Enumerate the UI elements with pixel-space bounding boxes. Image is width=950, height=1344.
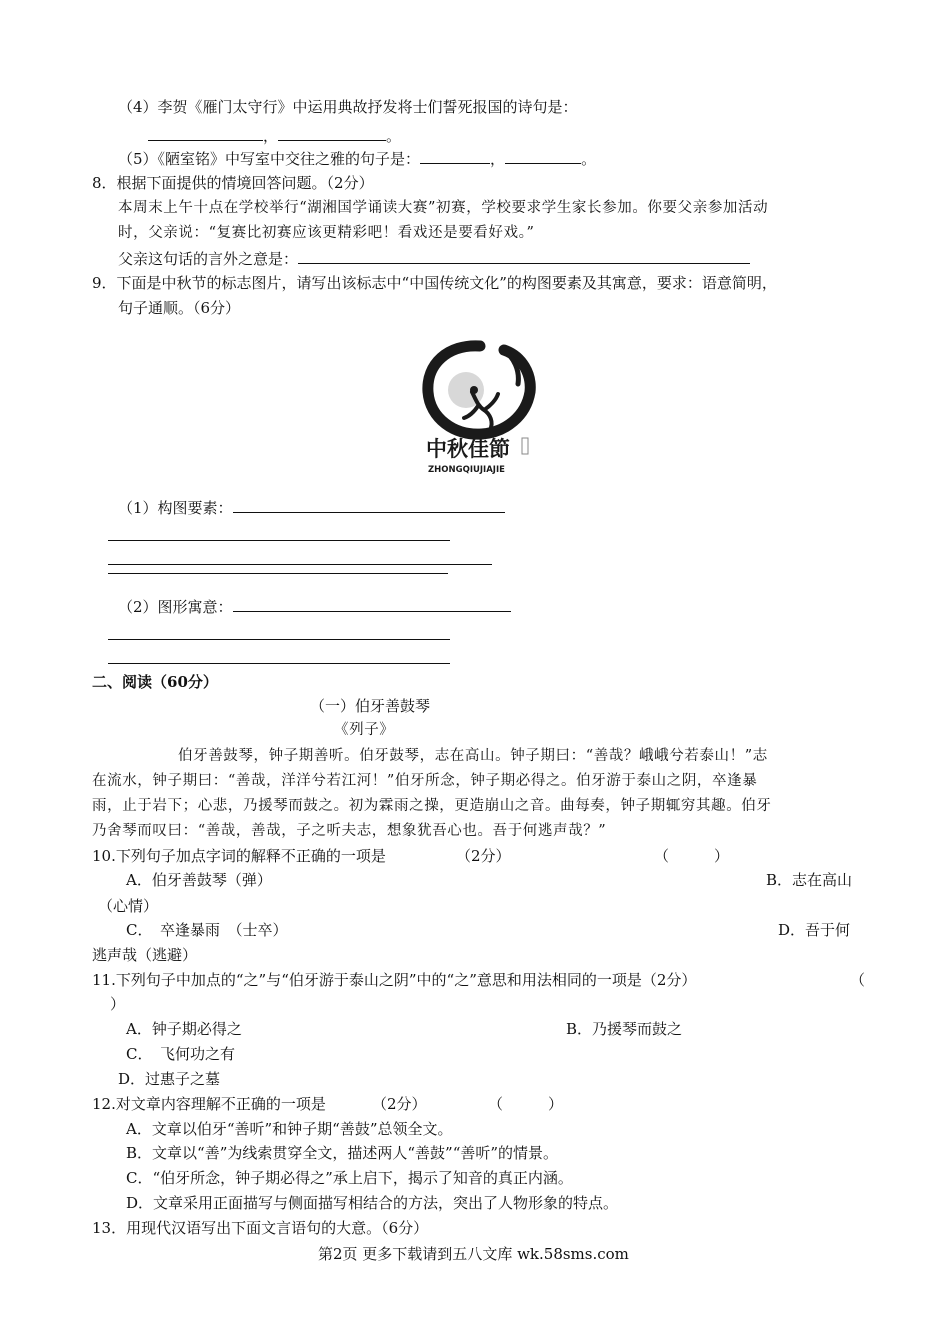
passage-line: 在流水，钟子期曰：“善哉，洋洋兮若江河！”伯牙所念，钟子期必得之。伯牙游于泰山之阴，卒逢暴 (92, 773, 758, 789)
q8-title: 8．根据下面提供的情境回答问题。（2分） (92, 174, 374, 192)
section-title: 二、阅读（60分） (92, 673, 218, 691)
q7-item4-answer-line: ， 。 (148, 125, 401, 146)
passage-source: 《列子》 (334, 722, 395, 738)
q11-paren-open[interactable]: （ (850, 971, 866, 989)
q12-stem: 12.对文章内容理解不正确的一项是 (92, 1095, 326, 1113)
q12-answer-paren[interactable]: （ ） (488, 1095, 564, 1113)
q10-option-a[interactable]: A．伯牙善鼓琴（弹） (126, 871, 272, 889)
q12-option-b[interactable]: B．文章以“善”为线索贯穿全文，描述两人“善鼓”“善听”的情景。 (126, 1144, 559, 1162)
mid-autumn-logo (418, 340, 542, 480)
answer-blank[interactable] (505, 148, 581, 164)
q12-option-c[interactable]: C．“伯牙所念，钟子期必得之”承上启下，揭示了知音的真正内涵。 (126, 1169, 573, 1187)
answer-line[interactable] (108, 564, 492, 565)
q10-score: （2分） (456, 847, 511, 865)
passage-title: （一）伯牙善鼓琴 (310, 697, 431, 715)
q11-paren-close[interactable]: ） (110, 995, 126, 1013)
q9-stem-line1: 9．下面是中秋节的标志图片，请写出该标志中“中国传统文化”的构图要素及其寓意，要求：语意简明， (92, 274, 777, 292)
answer-line[interactable] (108, 663, 450, 664)
q10-option-c[interactable]: C． 卒逢暴雨 （士卒） (126, 921, 288, 939)
q8-prompt: 父亲这句话的言外之意是： (118, 248, 750, 269)
logo-pinyin: ZHONGQIUJIAJIE (428, 465, 505, 475)
passage-line: 伯牙善鼓琴，钟子期善听。伯牙鼓琴，志在高山。钟子期曰：“善哉？峨峨兮若泰山！”志 (178, 748, 768, 764)
q12-option-d[interactable]: D．文章采用正面描写与侧面描写相结合的方法，突出了人物形象的特点。 (126, 1194, 619, 1212)
answer-blank[interactable] (233, 497, 505, 513)
passage-line: 乃舍琴而叹曰：“善哉，善哉，子之听夫志，想象犹吾心也。吾于何逃声哉？” (92, 823, 607, 839)
q10-option-d[interactable]: D．吾于何 (778, 921, 851, 939)
q10-option-b[interactable]: B．志在高山 (766, 871, 853, 889)
answer-blank[interactable] (278, 125, 386, 141)
answer-blank[interactable] (233, 596, 511, 612)
q10-answer-paren[interactable]: （ ） (654, 847, 730, 865)
moon-ink-circle-icon (418, 340, 542, 480)
q13-stem: 13．用现代汉语写出下面文言语句的大意。（6分） (92, 1219, 429, 1237)
q11-option-b[interactable]: B．乃援琴而鼓之 (566, 1020, 683, 1038)
q7-item5: （5）《陋室铭》中写室中交往之雅的句子是： ， 。 (118, 150, 597, 168)
q11-option-d[interactable]: D．过惠子之墓 (118, 1070, 221, 1088)
q9-sub1: （1）构图要素： (118, 497, 505, 518)
q11-option-a[interactable]: A．钟子期必得之 (126, 1020, 242, 1038)
q9-sub2: （2）图形寓意： (118, 596, 511, 617)
answer-line[interactable] (108, 573, 448, 574)
q11-stem: 11.下列句子中加点的“之”与“伯牙游于泰山之阴”中的“之”意思和用法相同的一项是（2分） (92, 971, 697, 989)
q10-option-d-cont: 逃声哉（逃避） (92, 946, 198, 964)
answer-blank[interactable] (420, 148, 490, 164)
answer-blank[interactable] (298, 248, 750, 264)
answer-blank[interactable] (148, 125, 263, 141)
q12-option-a[interactable]: A．文章以伯牙“善听”和钟子期“善鼓”总领全文。 (126, 1120, 453, 1138)
q12-score: （2分） (372, 1095, 427, 1113)
answer-line[interactable] (108, 639, 450, 640)
q10-stem: 10.下列句子加点字词的解释不正确的一项是 (92, 847, 386, 865)
page-footer: 第2页 更多下载请到五八文库 wk.58sms.com (318, 1245, 629, 1263)
passage-line: 雨，止于岩下；心悲，乃援琴而鼓之。初为霖雨之操，更造崩山之音。曲每奏，钟子期辄穷其趣。伯牙 (92, 798, 772, 814)
q11-option-c[interactable]: C． 飞何功之有 (126, 1045, 235, 1063)
q8-context-line1: 本周末上午十点在学校举行“湖湘国学诵读大赛”初赛，学校要求学生家长参加。你要父亲参加活动 (118, 200, 769, 216)
logo-title: 中秋佳節 (426, 436, 510, 461)
q10-option-b-cont: （心情） (98, 897, 159, 915)
q8-context-line2: 时，父亲说：“复赛比初赛应该更精彩吧！看戏还是要看好戏。” (118, 225, 535, 241)
q9-stem-line2: 句子通顺。（6分） (118, 299, 241, 317)
answer-line[interactable] (108, 540, 450, 541)
q7-item4: （4）李贺《雁门太守行》中运用典故抒发将士们誓死报国的诗句是： (118, 98, 578, 116)
